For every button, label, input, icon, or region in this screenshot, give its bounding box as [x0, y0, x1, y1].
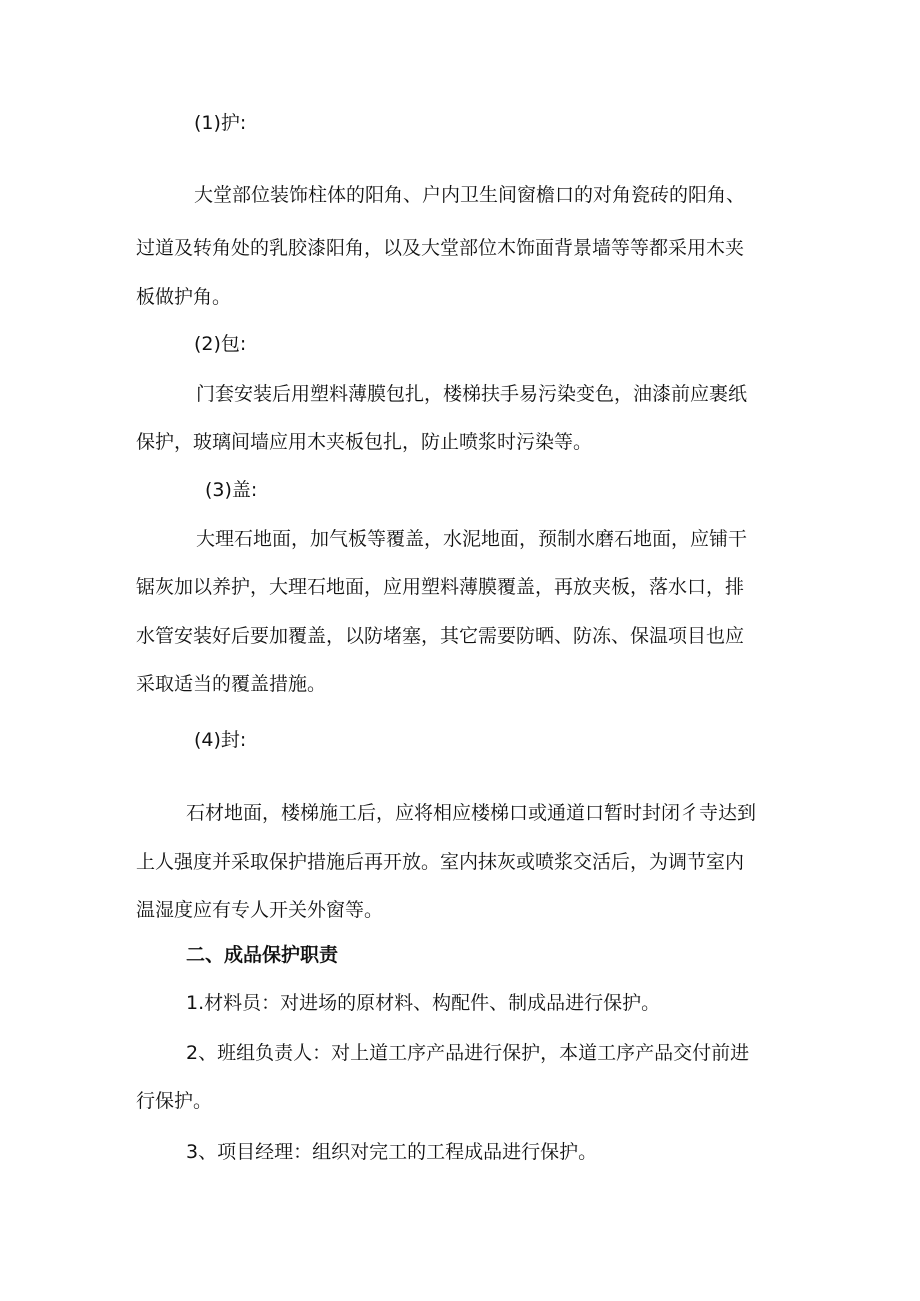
duty-item-project-manager: 3、项目经理：组织对完工的工程成品进行保护。 — [186, 1141, 598, 1163]
subheading-cover: (3)盖: — [205, 479, 258, 501]
paragraph-line: 温湿度应有专人开关外窗等。 — [136, 899, 384, 921]
paragraph-line: 门套安装后用塑料薄膜包扎，楼梯扶手易污染变色，油漆前应裹纸 — [196, 383, 748, 405]
subheading-protect: (1)护: — [194, 112, 247, 134]
section-heading: 二、成品保护职责 — [186, 944, 339, 966]
duty-item-continuation: 行保护。 — [136, 1090, 213, 1112]
paragraph-line: 过道及转角处的乳胶漆阳角，以及大堂部位木饰面背景墙等等都采用木夹 — [136, 237, 745, 259]
subheading-wrap: (2)包: — [194, 333, 247, 355]
paragraph-line: 石材地面，楼梯施工后，应将相应楼梯口或通道口暂时封闭彳寺达到 — [186, 802, 757, 824]
paragraph-line: 大堂部位装饰柱体的阳角、户内卫生间窗檐口的对角瓷砖的阳角、 — [194, 184, 746, 206]
paragraph-line: 锯灰加以养护，大理石地面，应用塑料薄膜覆盖，再放夹板，落水口，排 — [136, 576, 745, 598]
paragraph-line: 保护，玻璃间墙应用木夹板包扎，防止喷浆时污染等。 — [136, 431, 593, 453]
duty-item-team-leader: 2、班组负责人：对上道工序产品进行保护，本道工序产品交付前进 — [186, 1042, 750, 1064]
duty-item-material: 1.材料员：对进场的原材料、构配件、制成品进行保护。 — [186, 992, 661, 1014]
paragraph-line: 水管安装好后要加覆盖，以防堵塞，其它需要防晒、防冻、保温项目也应 — [136, 625, 745, 647]
paragraph-line: 大理石地面，加气板等覆盖，水泥地面，预制水磨石地面，应铺干 — [196, 528, 748, 550]
paragraph-line: 采取适当的覆盖措施。 — [136, 673, 327, 695]
subheading-seal: (4)封: — [194, 729, 247, 751]
paragraph-line: 上人强度并采取保护措施后再开放。室内抹灰或喷浆交活后，为调节室内 — [136, 851, 745, 873]
paragraph-line: 板做护角。 — [136, 286, 232, 308]
